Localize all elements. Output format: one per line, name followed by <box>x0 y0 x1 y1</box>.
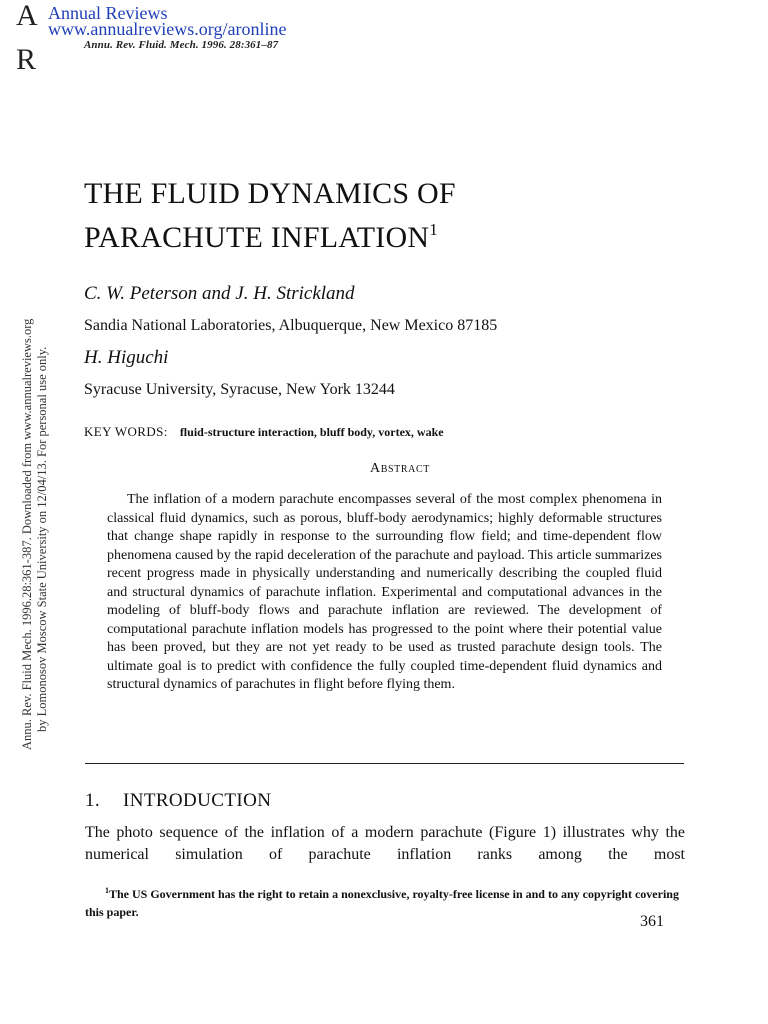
footnote-text: The US Government has the right to retain a nonexclusive, royalty-free license in and to any copyright covering this paper. <box>85 887 679 919</box>
title-line1: THE FLUID DYNAMICS OF <box>84 177 456 210</box>
download-notice-text <box>20 270 50 750</box>
download-notice-line1: Annu. Rev. Fluid Mech. 1996.28:361-387. Downloaded from www.annualreviews.org <box>20 318 34 750</box>
download-notice <box>0 270 49 750</box>
page-number: 361 <box>640 913 664 930</box>
article-title <box>84 176 456 256</box>
publisher-name[interactable]: Annual Reviews <box>48 3 168 23</box>
title-footnote-mark: 1 <box>429 220 438 239</box>
journal-citation: Annu. Rev. Fluid. Mech. 1996. 28:361–87 <box>84 39 279 51</box>
keywords <box>84 424 444 440</box>
section-heading-introduction <box>85 790 271 812</box>
title-line2: PARACHUTE INFLATION <box>84 221 430 254</box>
affiliation-1: Sandia National Laboratories, Albuquerque, New Mexico 87185 <box>84 317 498 334</box>
section-divider <box>85 763 684 764</box>
footnote <box>85 882 685 921</box>
introduction-text: The photo sequence of the inflation of a modern parachute (Figure 1) illustrates why the numerical simulation of parachute inflation ranks among the most <box>85 824 685 863</box>
abstract-heading-text: Abstract <box>370 461 430 476</box>
abstract-text: The inflation of a modern parachute encompasses several of the most complex phenomena in classical fluid dynamics, such as porous, bluff-body aerodynamics; highly deformable structures that change shape rapidly in response to the surrounding flow field; and time-dependent flow phenomena caused by the rapid deceleration of the parachute and payload. This article summarizes recent progress made in physically understanding and numerically describing the coupled fluid and structural dynamics of parachute inflation. Experimental and computational advances in the modeling of bluff-body flows and parachute inflation are reviewed. The development of computational parachute inflation models has progressed to the point where their potential value has been proved, but they are not yet ready to be used as trusted parachute design tools. The ultimate goal is to predict with confidence the fully coupled time-dependent fluid dynamics and structural dynamics of parachutes in flight before flying them. <box>107 492 662 692</box>
publisher-url-link[interactable]: www.annualreviews.org/aronline <box>48 19 287 39</box>
keywords-list: fluid-structure interaction, bluff body, vortex, wake <box>179 425 444 439</box>
annual-reviews-logo <box>16 0 42 76</box>
affiliation-2: Syracuse University, Syracuse, New York 13244 <box>84 381 395 398</box>
download-notice-line2: by Lomonosov Moscow State University on 12/04/13. For personal use only. <box>35 346 49 732</box>
logo-letter-a: A <box>16 0 32 32</box>
logo-letter-r: R <box>16 43 31 76</box>
section-title: INTRODUCTION <box>123 790 272 811</box>
keywords-label: KEY WORDS: <box>84 424 168 439</box>
footnote-mark: 1 <box>105 886 109 895</box>
author-names-2: H. Higuchi <box>84 347 169 368</box>
abstract-heading <box>0 461 768 477</box>
author-names-1: C. W. Peterson and J. H. Strickland <box>84 283 355 304</box>
section-number: 1. <box>85 790 101 811</box>
